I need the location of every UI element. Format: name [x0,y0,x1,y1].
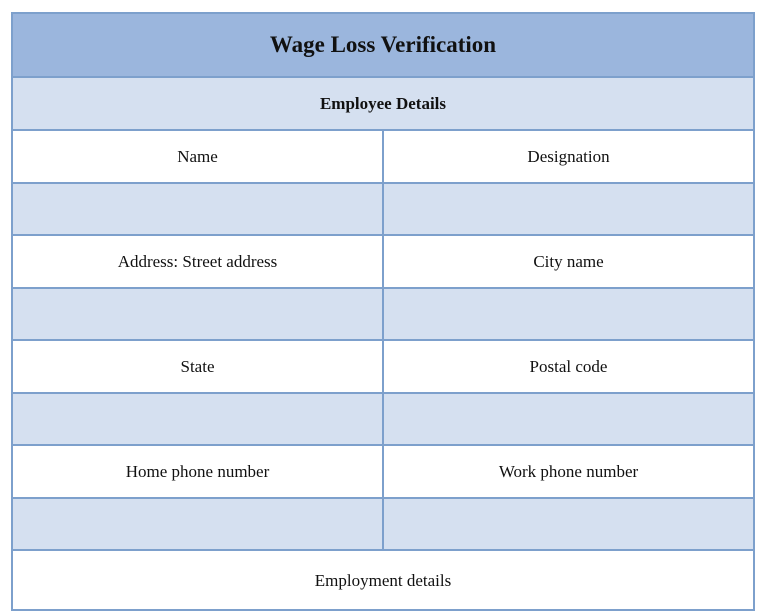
input-row-state-postal [11,394,755,446]
input-row-phones [11,499,755,551]
city-name-input[interactable] [382,289,753,339]
designation-input[interactable] [382,184,753,234]
label-city-name: City name [382,236,753,287]
name-input[interactable] [13,184,382,234]
label-name: Name [13,131,382,182]
label-row-address-city [11,236,755,289]
form-title-row [11,12,755,78]
form-title: Wage Loss Verification [269,32,497,57]
section-header-employment [11,551,755,611]
label-row-state-postal [11,341,755,394]
wage-loss-form [11,12,755,611]
input-row-name-designation [11,184,755,236]
section-title-employment: Employment details [314,571,452,590]
home-phone-input[interactable] [13,499,382,549]
street-address-input[interactable] [13,289,382,339]
section-header-employee [11,78,755,131]
state-input[interactable] [13,394,382,444]
label-work-phone: Work phone number [382,446,753,497]
label-postal-code: Postal code [382,341,753,392]
label-row-phones [11,446,755,499]
work-phone-input[interactable] [382,499,753,549]
input-row-address-city [11,289,755,341]
postal-code-input[interactable] [382,394,753,444]
section-title-employee: Employee Details [319,93,447,113]
label-street-address: Address: Street address [13,236,382,287]
label-state: State [13,341,382,392]
label-home-phone: Home phone number [13,446,382,497]
label-designation: Designation [382,131,753,182]
label-row-name-designation [11,131,755,184]
